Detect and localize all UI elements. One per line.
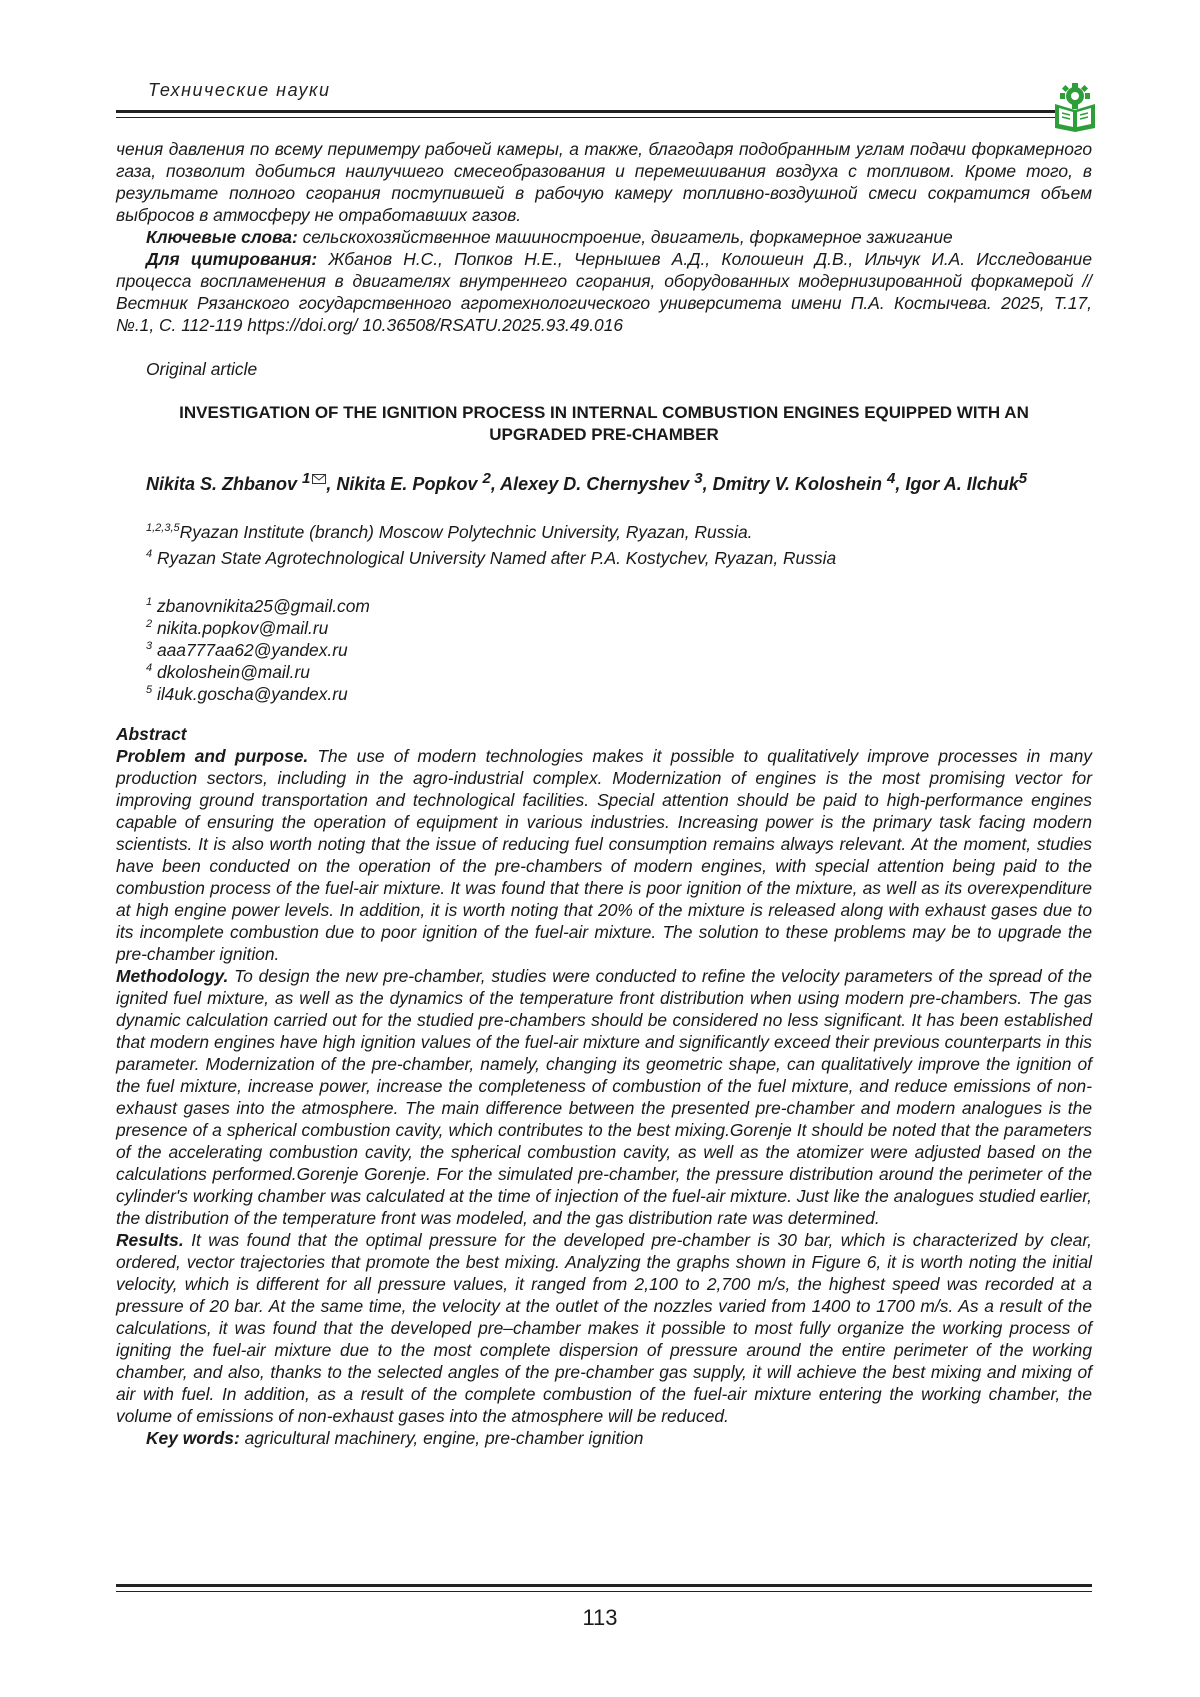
- email-sup: 1: [146, 595, 153, 608]
- author-name: Nikita S. Zhbanov: [146, 474, 298, 494]
- russian-citation: [116, 248, 1092, 336]
- russian-keywords: [116, 226, 1092, 248]
- author-sup: 1: [302, 470, 311, 487]
- email-item: [146, 635, 1092, 660]
- abstract-results-label: Results.: [116, 1229, 184, 1250]
- affiliation-text: Ryazan Institute (branch) Moscow Polytechnic University, Ryazan, Russia.: [179, 521, 753, 542]
- abstract-methodology: [116, 965, 1092, 1229]
- abstract-problem-text: The use of modern technologies makes it possible to qualitatively improve processes in many production sectors, including in the agro-industrial complex. Modernization of engines is the most promising vector for improving ground transportation and technological facilities. Special attention should be paid to high-performance engines capable of ensuring the operation of equipment in various industries. Increasing power is the primary task facing modern scientists. It is also worth noting that the issue of reducing fuel consumption remains always relevant. At the moment, studies have been conducted on the operation of the pre-chambers of modern engines, with special attention being paid to the combustion process of the fuel-air mixture. It was found that there is poor ignition of the mixture, as well as its overexpenditure at high engine power levels. In addition, it is worth noting that 20% of the mixture is released along with exhaust gases due to its incomplete combustion due to poor ignition of the fuel-air mixture. The solution to these problems may be to upgrade the pre-chamber ignition.: [116, 745, 1092, 964]
- email-sup: 3: [146, 639, 153, 652]
- abstract-heading: Abstract: [116, 723, 187, 744]
- author-name: Igor A. Ilchuk: [905, 474, 1019, 494]
- email-sup: 2: [146, 617, 153, 630]
- email-sup: 4: [146, 661, 153, 674]
- author-emails: [116, 591, 1092, 704]
- header-rule: [116, 110, 1092, 113]
- abstract-results: [116, 1229, 1092, 1427]
- author-name: Dmitry V. Koloshein: [712, 474, 882, 494]
- affiliation-item: [146, 517, 1092, 543]
- affiliation-text: Ryazan State Agrotechnological University Named after P.A. Kostychev, Ryazan, Russia: [152, 547, 837, 568]
- footer-rule: [116, 1584, 1092, 1587]
- affiliation-sup: 1,2,3,5: [146, 522, 180, 534]
- envelope-icon: [312, 474, 326, 484]
- author-list: Nikita S. Zhbanov $^1$ , Nikita E. Popkov $^2$, Alexey D. Chernyshev $^3$, Dmitry V. Koloshein $^4$, Igor A. Ilchuk$^5$: [146, 470, 1028, 494]
- abstract-problem-label: Problem and purpose.: [116, 745, 309, 766]
- email-link[interactable]: dkoloshein@mail.ru: [152, 661, 310, 682]
- running-head: Технические науки: [148, 80, 331, 100]
- russian-keywords-label: Ключевые слова:: [146, 227, 298, 247]
- book-gear-logo-icon: [1052, 82, 1098, 132]
- email-item: [146, 657, 1092, 682]
- author-sup: 5: [1018, 470, 1028, 487]
- email-sup: 5: [146, 683, 153, 696]
- russian-abstract-tail: чения давления по всему периметру рабочей камеры, а также, благодаря подобранным углам подачи форкамерного газа, позволит добиться наилучшего смесеобразования и перемешивания воздуха с топливом. Кроме того, в результате полного сгорания поступившей в рабочую камеру топливно-воздушной смеси сократится объем выбросов в атмосферу не отработавших газов.: [116, 139, 1092, 225]
- email-link[interactable]: zbanovnikita25@gmail.com: [152, 595, 370, 616]
- russian-citation-text: Жбанов Н.С., Попков Н.Е., Чернышев А.Д., Колошеин Д.В., Ильчук И.А. Исследование процесса воспламенения в двигателях внутреннего сгорания, оборудованных модернизированной форкамерой // Вестник Рязанского государственного агротехнологического университета имени П.А. Костычева. 2025, Т.17, №.1, С. 112-119 https://doi.org/ 10.36508/RSATU.2025.93.49.016: [116, 249, 1092, 335]
- author-sup: 4: [887, 470, 896, 487]
- affiliation-sup: 4: [146, 547, 153, 560]
- page-number: 113: [582, 1605, 618, 1630]
- author-name: Alexey D. Chernyshev: [500, 474, 690, 494]
- email-link[interactable]: il4uk.goscha@yandex.ru: [152, 683, 348, 704]
- abstract-keywords-label: Key words:: [146, 1427, 240, 1448]
- author-name: Nikita E. Popkov: [336, 474, 478, 494]
- russian-citation-label: Для цитирования:: [146, 249, 318, 269]
- footer-rule-thin: [116, 1591, 1092, 1592]
- article-type: Original article: [146, 359, 258, 379]
- email-item: [146, 613, 1092, 638]
- abstract-results-text: It was found that the optimal pressure for the developed pre-chamber is 30 bar, which is characterized by clear, ordered, vector trajectories that promote the best mixing. Analyzing the graphs shown in Figure 6, it is worth noting the initial velocity, which is different for all pressure values, it ranged from 2,100 to 2,700 m/s, the highest speed was recorded at a pressure of 20 bar. At the same time, the velocity at the outlet of the nozzles varied from 1400 to 1700 m/s. As a result of the calculations, it was found that the developed pre–chamber makes it possible to most fully organize the working process of igniting the fuel-air mixture due to the most complete dispersion of pressure around the entire perimeter of the working chamber, and also, thanks to the selected angles of the pre-chamber gas supply, it will achieve the best mixing and mixing of air with fuel. In addition, as a result of the complete combustion of the fuel-air mixture entering the working chamber, the volume of emissions of non-exhaust gases into the atmosphere will be reduced.: [116, 1229, 1092, 1426]
- russian-keywords-text: сельскохозяйственное машиностроение, двигатель, форкамерное зажигание: [297, 227, 953, 247]
- abstract-problem: [116, 745, 1092, 965]
- abstract-methodology-text: To design the new pre-chamber, studies were conducted to refine the velocity parameters of the spread of the ignited fuel mixture, as well as the dynamics of the temperature front distribution when using modern pre-chambers. The gas dynamic calculation carried out for the studied pre-chambers should be considered no less significant. It has been established that modern engines have high ignition values of the fuel-air mixture and significantly exceed their previous counterparts in this parameter. Modernization of the pre-chamber, namely, changing its geometric shape, can qualitatively improve the ignition of the fuel mixture, increase power, increase the completeness of combustion of the fuel mixture, and reduce emissions of non-exhaust gases into the atmosphere. The main difference between the presented pre-chamber and modern analogues is the presence of a spherical combustion cavity, which contributes to the best mixing.Gorenje It should be noted that the parameters of the accelerating combustion cavity, the spherical combustion cavity, as well as the atomizer were adjusted based on the calculations performed.Gorenje Gorenje. For the simulated pre-chamber, the pressure distribution around the perimeter of the cylinder's working chamber was calculated at the time of injection of the fuel-air mixture. Just like the analogues studied earlier, the distribution of the temperature front was modeled, and the gas distribution rate was determined.: [116, 965, 1092, 1228]
- abstract-keywords-text: agricultural machinery, engine, pre-chamber ignition: [239, 1427, 644, 1448]
- email-link[interactable]: aaa777aa62@yandex.ru: [152, 639, 348, 660]
- abstract-keywords: [116, 1427, 1092, 1449]
- affiliation-item: [146, 543, 1092, 569]
- author-sup: 3: [694, 470, 703, 487]
- article-title: INVESTIGATION OF THE IGNITION PROCESS IN INTERNAL COMBUSTION ENGINES EQUIPPED WITH AN UPGRADED PRE-CHAMBER: [179, 403, 1029, 444]
- page-body: [116, 138, 1092, 1449]
- author-sup: 2: [482, 470, 491, 487]
- email-item: [146, 591, 1092, 616]
- email-item: [146, 679, 1092, 704]
- affiliations: [116, 517, 1092, 569]
- email-link[interactable]: nikita.popkov@mail.ru: [152, 617, 329, 638]
- header-rule-thin: [116, 117, 1062, 118]
- abstract-methodology-label: Methodology.: [116, 965, 229, 986]
